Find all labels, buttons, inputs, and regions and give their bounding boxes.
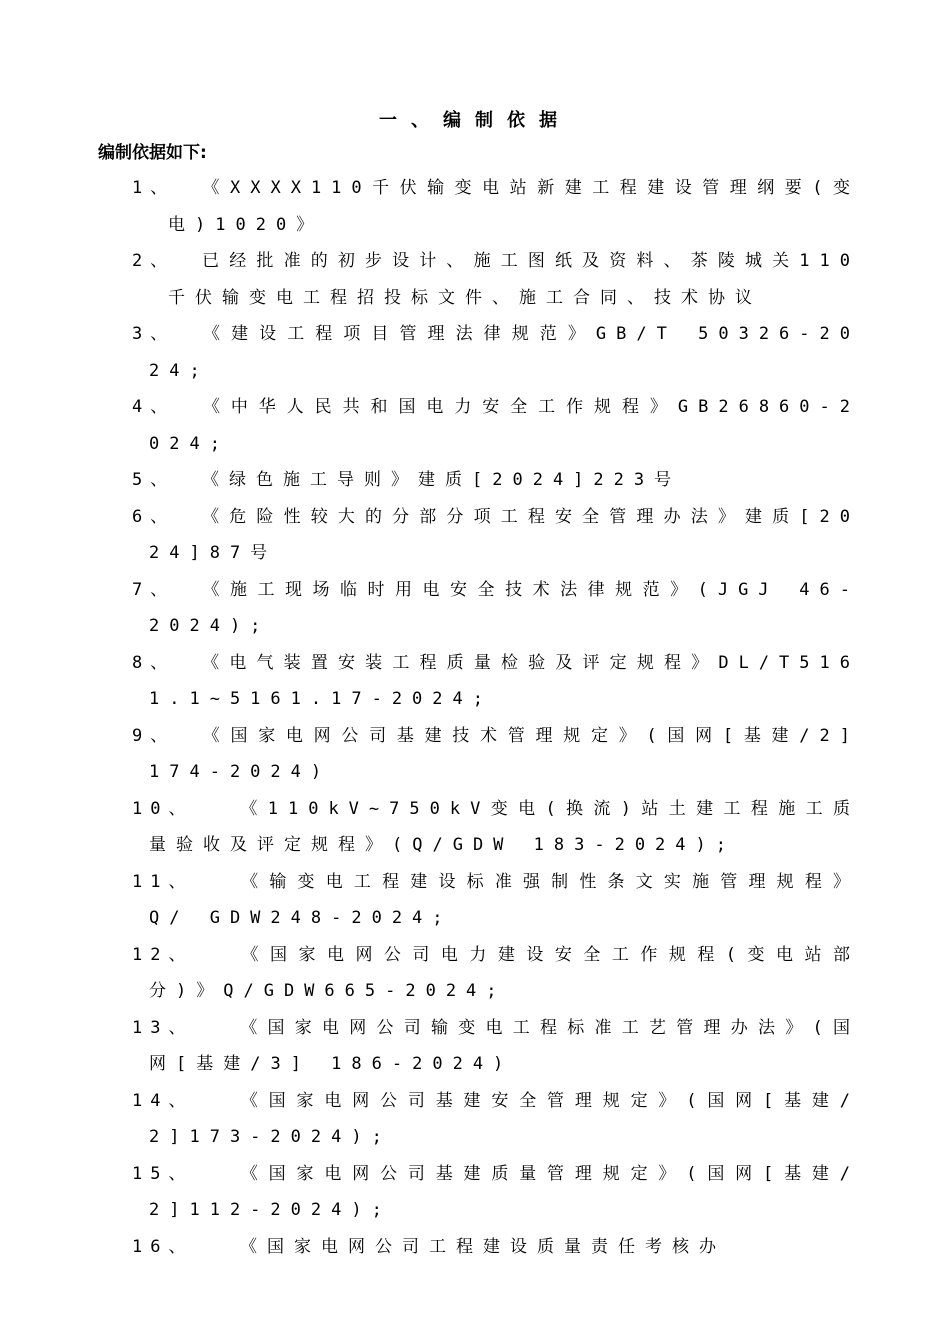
list-item — [132, 572, 860, 645]
item-number: 7、 — [132, 579, 176, 600]
basis-list — [132, 170, 860, 1265]
list-item — [132, 1156, 860, 1229]
list-item — [132, 1083, 860, 1156]
item-text: 《国家电网公司基建技术管理规定》(国网[基建/2]174-2024) — [149, 725, 860, 782]
item-text: 《绿色施工导则》建质[2024]223号 — [202, 470, 682, 490]
item-number: 8、 — [132, 652, 176, 673]
item-text: 《XXXX110千伏输变电站新建工程建设管理纲要(变电)1020》 — [168, 178, 860, 235]
item-text: 《建设工程项目管理法律规范》GB/T 50326-2024; — [149, 324, 860, 381]
page-title: 一、编制依据 — [379, 110, 571, 131]
item-text: 《中华人民共和国电力安全工作规程》GB26860-2024; — [149, 397, 860, 454]
item-text: 《110kV~750kV变电(换流)站土建工程施工质量验收及评定规程》(Q/GDW 183-2024); — [149, 798, 860, 855]
item-text: 《国家电网公司输变电工程标准工艺管理办法》(国网[基建/3] 186-2024) — [149, 1017, 860, 1074]
list-item — [132, 718, 860, 791]
list-item — [132, 1229, 860, 1266]
item-number: 5、 — [132, 470, 176, 490]
item-number: 1、 — [132, 178, 176, 198]
item-number: 6、 — [132, 506, 176, 527]
list-item — [132, 462, 860, 499]
item-text: 《国家电网公司电力建设安全工作规程(变电站部分)》Q/GDW665-2024; — [149, 944, 860, 1001]
item-text: 《电气装置安装工程质量检验及评定规程》DL/T5161.1~5161.17-2024; — [149, 652, 860, 709]
list-item — [132, 170, 860, 243]
item-number: 16、 — [132, 1236, 194, 1257]
item-number: 15、 — [132, 1163, 194, 1184]
item-number: 4、 — [132, 397, 176, 417]
item-number: 3、 — [132, 324, 176, 344]
list-item — [132, 316, 860, 389]
item-number: 12、 — [132, 944, 194, 965]
item-number: 2、 — [132, 251, 176, 271]
item-text: 《国家电网公司基建质量管理规定》(国网[基建/2]112-2024); — [149, 1163, 860, 1220]
list-item — [132, 864, 860, 937]
item-number: 11、 — [132, 871, 194, 892]
item-text: 《国家电网公司工程建设质量责任考核办 — [240, 1236, 726, 1257]
item-number: 13、 — [132, 1017, 194, 1038]
item-text: 已经批准的初步设计、施工图纸及资料、茶陵城关110千伏输变电工程招投标文件、施工合同、技术协议 — [168, 251, 860, 308]
list-item — [132, 937, 860, 1010]
item-text: 《国家电网公司基建安全管理规定》(国网[基建/2]173-2024); — [149, 1090, 860, 1147]
item-number: 9、 — [132, 725, 176, 746]
item-text: 《输变电工程建设标准强制性条文实施管理规程》Q/ GDW248-2024; — [149, 871, 860, 928]
item-number: 10、 — [132, 798, 194, 819]
list-item — [132, 791, 860, 864]
item-text: 《危险性较大的分部分项工程安全管理办法》建质[2024]87号 — [149, 506, 860, 563]
item-number: 14、 — [132, 1090, 194, 1111]
list-item — [132, 499, 860, 572]
list-item — [132, 389, 860, 462]
intro-text: 编制依据如下: — [98, 143, 207, 163]
list-item — [132, 645, 860, 718]
list-item — [132, 243, 860, 316]
item-text: 《施工现场临时用电安全技术法律规范》(JGJ 46-2024); — [149, 579, 860, 636]
list-item — [132, 1010, 860, 1083]
